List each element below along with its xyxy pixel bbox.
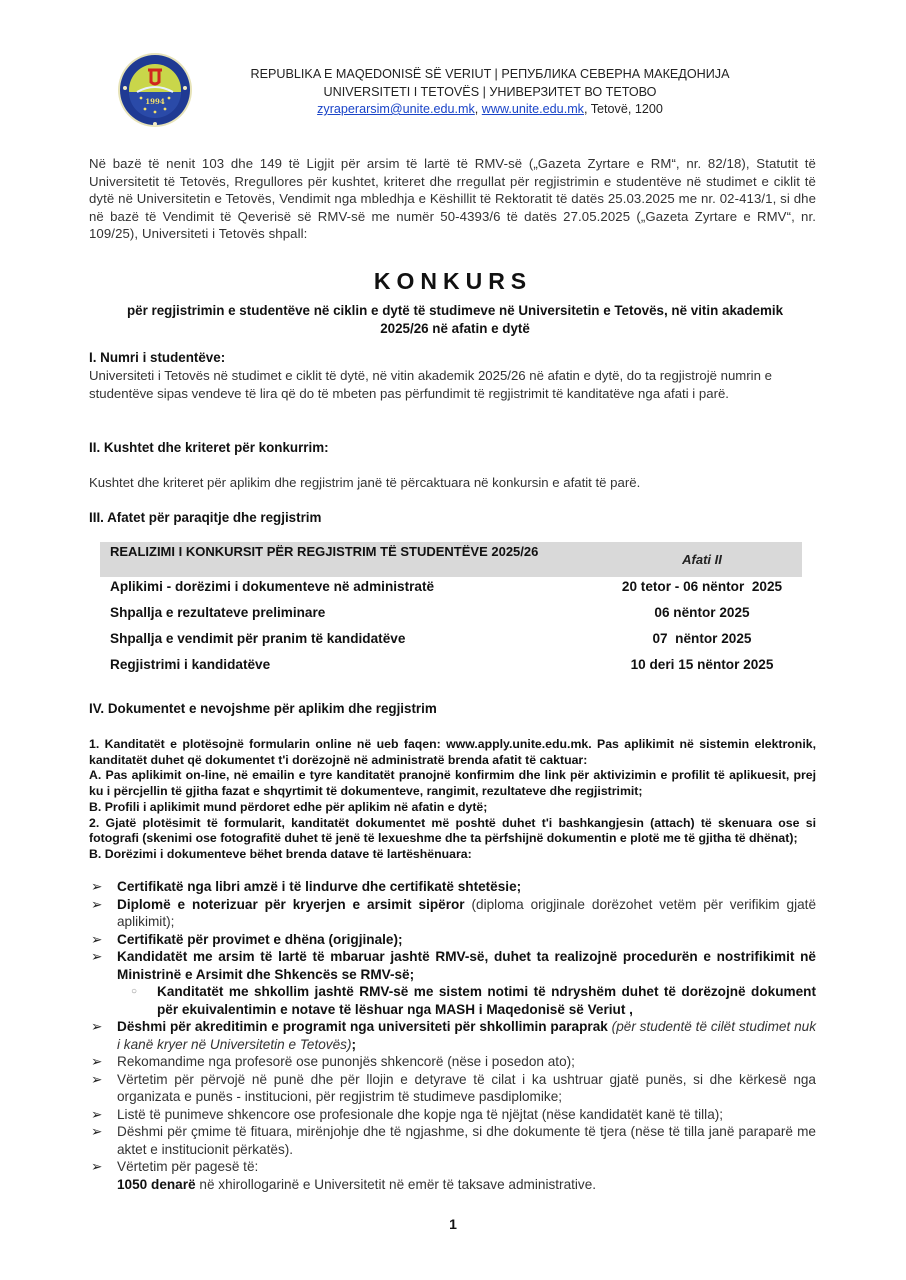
list-item-text: Vërtetim për përvojë në punë dhe për llojin e detyrave të cilat i ka ushtruar gjatë punës, si dhe kërkesë nga organizata e punës - institucioni, për regjistrim të studimeve pasdiplomike; xyxy=(117,1071,816,1104)
list-item-bold: Diplomë e noterizuar për kryerjen e arsimit sipëror xyxy=(117,896,472,912)
instruction-paragraph: B. Profili i aplikimit mund përdoret edhe për aplikim në afatin e dytë; xyxy=(89,799,488,814)
list-item-bold: Kandidatët me arsim të lartë të mbaruar jashtë RMV-së, duhet ta realizojnë procedurën e nostrifikimit në Ministrinë e Arsimit dhe Shkencës se RMV-së; xyxy=(117,949,816,982)
page-number: 1 xyxy=(449,1216,457,1232)
list-item xyxy=(89,931,816,949)
arrow-bullet-icon: ➢ xyxy=(91,879,103,894)
list-item xyxy=(89,1053,816,1071)
list-item-note: (diploma origjinale dorëzohet vetëm për verifikim gjatë aplikimit); xyxy=(117,896,816,929)
table-row xyxy=(100,629,802,655)
table-row xyxy=(100,603,802,629)
arrow-bullet-icon: ➢ xyxy=(91,949,103,964)
list-item-bold: Certifikatë nga libri amzë i të lindurve dhe certifikatë shtetësie; xyxy=(117,879,522,894)
contact-city: , Tetovë, 1200 xyxy=(583,102,663,116)
list-item-text: Listë të punimeve shkencore ose profesionale dhe kopje nga të njëjtat (nëse kandidatët kanë të tilla); xyxy=(117,1106,724,1122)
list-item-text: Rekomandime nga profesorë ose punonjës shkencorë (nëse i posedon ato); xyxy=(117,1054,575,1069)
list-item-tail: ; xyxy=(351,1036,357,1052)
list-item-italic-note: (për studentë të cilët studimet nuk i kanë kryer në Universitetin e Tetovës) xyxy=(117,1019,816,1052)
contact-separator: , xyxy=(474,102,482,116)
list-item xyxy=(89,948,816,983)
table-cell-label: Aplikimi - dorëzimi i dokumenteve në administratë xyxy=(110,579,435,594)
list-item xyxy=(89,1018,816,1053)
deadlines-table xyxy=(100,542,802,681)
letterhead-contact xyxy=(210,101,770,119)
arrow-bullet-icon: ➢ xyxy=(91,931,103,947)
table-cell-date: 07 nëntor 2025 xyxy=(652,631,752,646)
required-documents-list xyxy=(89,878,816,1193)
list-item-bold: Dëshmi për akreditimin e programit nga universiteti për shkollimin paraprak xyxy=(117,1019,612,1034)
section-text-number: Universiteti i Tetovës në studimet e ciklit të dytë, në vitin akademik 2025/26 në afatin e dytë, do ta regjistrojë numrin e studentëve sipas vendeve të lira që do të mbeten pas përfundimit të regjistrimit të kanditatëve nga afati i parë. xyxy=(89,368,772,401)
list-item xyxy=(89,1106,816,1124)
list-item-text: Vërtetim për pagesë të: xyxy=(117,1159,259,1174)
list-item xyxy=(89,896,816,931)
logo-year: 1994 xyxy=(145,97,165,106)
table-cell-date: 20 tetor - 06 nëntor 2025 xyxy=(621,579,783,594)
list-item-bold: Kanditatët me shkollim jashtë RMV-së me sistem notimi të ndryshëm duhet të dorëzojnë dokument për ekuivalentimin e notave të lëshuar nga MASH i Maqedonisë së Veriut , xyxy=(157,984,816,1017)
table-row xyxy=(100,577,802,603)
arrow-bullet-icon: ➢ xyxy=(91,1106,103,1122)
section-heading-documents: IV. Dokumentet e nevojshme për aplikim dhe regjistrim xyxy=(89,701,437,716)
letterhead-university: UNIVERSITETI I TETOVËS | УНИВЕРЗИТЕТ ВО ТЕТОВО xyxy=(323,84,657,99)
intro-paragraph: Në bazë të nenit 103 dhe 149 të Ligjit për arsim të lartë të RMV-së („Gazeta Zyrtare e RM“, nr. 82/18), Statutit të Universitetit të Tetovës, Rregullores për kushtet, kriteret dhe rregullat për regjistrimin e studentëve në studimet e ciklit të dytë në Universitetin e Tetovës, Vendimit nga mbledhja e Këshillit të Rektoratit të datës 25.03.2025 me nr. 02-413/1, si dhe në bazë të Vendimit të Qeverisë së RMV-së me numër 50-4393/6 të datës 27.05.2025 („Gazeta Zyrtare e RMV“, nr. 109/25), Universiteti i Tetovës shpall: xyxy=(89,156,816,242)
instruction-paragraph: 2. Gjatë plotësimit të formularit, kanditatët dokumentet më poshtë duhet t'i bashkangjesin (attach) të skenuara ose si fotografi (skenimi ose fotografitë duhet të jenë të lexueshme dhe ta përfshijnë dokumentin e plotë me të gjitha të dhënat); xyxy=(89,815,816,846)
payment-amount: 1050 denarë xyxy=(117,1176,196,1192)
list-subitem xyxy=(89,983,816,1018)
university-seal-icon xyxy=(117,52,193,128)
table-cell-date: 06 nëntor 2025 xyxy=(654,605,750,620)
table-cell-label: Shpallja e vendimit për pranim të kandidatëve xyxy=(110,631,406,646)
table-cell-label: Regjistrimi i kandidatëve xyxy=(110,657,271,672)
instruction-paragraph: B. Dorëzimi i dokumenteve bëhet brenda datave të lartëshënuara: xyxy=(89,846,472,861)
circle-bullet-icon: ○ xyxy=(131,986,138,997)
letterhead-country: REPUBLIKA E MAQEDONISË SË VERIUT | РЕПУБЛИКА СЕВЕРНА МАКЕДОНИЈА xyxy=(250,67,730,81)
list-item xyxy=(89,1071,816,1106)
table-header-right: Afati II xyxy=(682,552,722,567)
list-item-bold: Certifikatë për provimet e dhëna (origjinale); xyxy=(117,931,403,947)
section-heading-criteria: II. Kushtet dhe kriteret për konkurrim: xyxy=(89,440,329,455)
payment-text: në xhirollogarinë e Universitetit në emër të taksave administrative. xyxy=(195,1176,597,1192)
page-title: KONKURS xyxy=(373,268,533,294)
table-row xyxy=(100,655,802,681)
list-item xyxy=(89,1123,816,1158)
documents-instructions xyxy=(89,737,816,863)
table-header xyxy=(100,542,802,577)
arrow-bullet-icon: ➢ xyxy=(91,1019,103,1034)
email-link[interactable]: zyraperarsim@unite.edu.mk xyxy=(317,102,475,116)
instruction-paragraph: A. Pas aplikimit on-line, në emailin e tyre kanditatët pranojnë konfirmim dhe link për aktivizimin e profilit të aplikuesit, prej ku i përcjellin të gjitha fazat e shqyrtimit të dokumenteve, rangimit, rezultateve dhe regjistrimit; xyxy=(89,768,816,799)
arrow-bullet-icon: ➢ xyxy=(91,896,103,912)
section-heading-number: I. Numri i studentëve: xyxy=(89,350,226,365)
page-subtitle: për regjistrimin e studentëve në ciklin e dytë të studimeve në Universitetin e Tetovës, në vitin akademik 2025/26 në afatin e dytë xyxy=(126,303,784,336)
arrow-bullet-icon: ➢ xyxy=(91,1071,103,1087)
instruction-paragraph: 1. Kanditatët e plotësojnë formularin online në ueb faqen: www.apply.unite.edu.mk. Pas aplikimit në sistemin elektronik, kanditatët duhet që dokumentet t'i dorëzojnë në administratë brenda afatit të caktuar: xyxy=(89,737,816,767)
list-item-text: Dëshmi për çmime të fituara, mirënjohje dhe të ngjashme, si dhe dokumente të tjera (nëse të tilla janë paraparë me aktet e institucionit përkatës). xyxy=(117,1124,816,1157)
table-cell-date: 10 deri 15 nëntor 2025 xyxy=(630,657,774,672)
arrow-bullet-icon: ➢ xyxy=(91,1124,103,1139)
list-item xyxy=(89,1158,816,1193)
list-item xyxy=(89,878,816,896)
table-cell-label: Shpallja e rezultateve preliminare xyxy=(110,605,326,620)
arrow-bullet-icon: ➢ xyxy=(91,1054,103,1069)
website-link[interactable]: www.unite.edu.mk xyxy=(481,102,584,116)
arrow-bullet-icon: ➢ xyxy=(91,1159,103,1174)
section-heading-deadlines: III. Afatet për paraqitje dhe regjistrim xyxy=(89,510,322,525)
section-text-criteria: Kushtet dhe kriteret për aplikim dhe regjistrim janë të përcaktuara në konkursin e afatit të parë. xyxy=(89,475,641,490)
letterhead xyxy=(210,66,770,119)
table-header-left: REALIZIMI I KONKURSIT PËR REGJISTRIM TË STUDENTËVE 2025/26 xyxy=(110,544,539,559)
